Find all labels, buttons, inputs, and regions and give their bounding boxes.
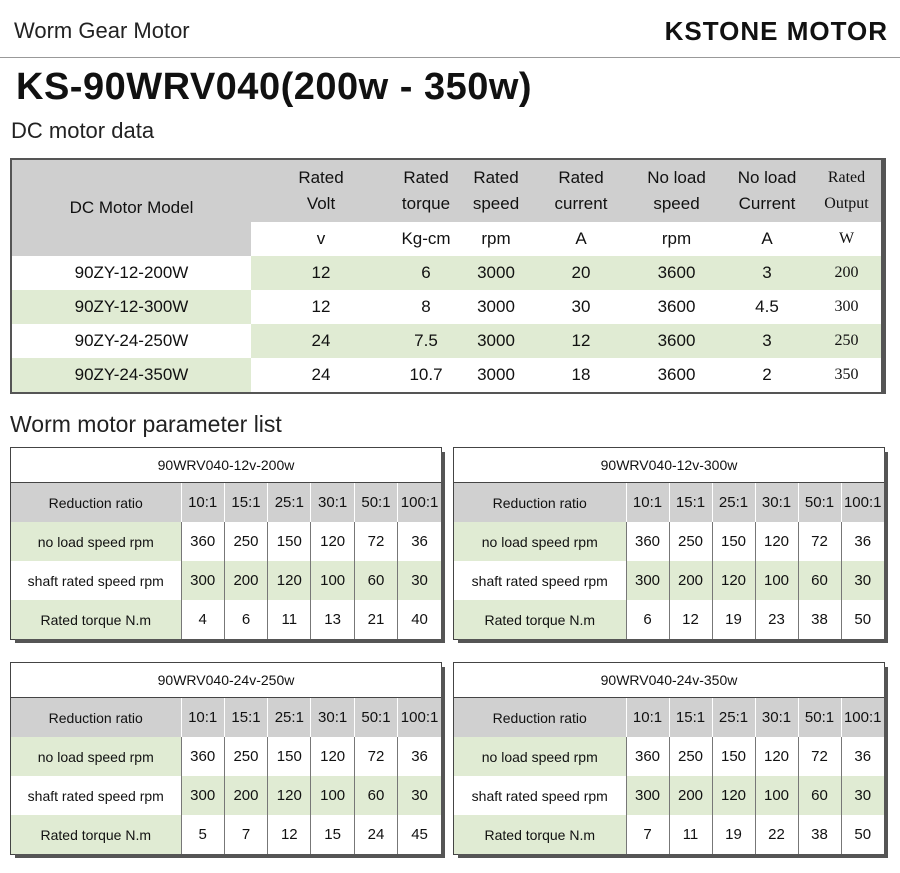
value-cell: 6 <box>224 600 267 639</box>
row-label: shaft rated speed rpm <box>11 776 181 815</box>
ratio-cell: 25:1 <box>268 698 311 737</box>
value-cell: 120 <box>311 737 354 776</box>
value-cell: 5 <box>181 815 224 854</box>
value-cell: 120 <box>311 522 354 561</box>
dc-row-model: 90ZY-24-250W <box>12 324 251 358</box>
value-cell: 250 <box>669 522 712 561</box>
value-cell: 300 <box>181 776 224 815</box>
dc-unit: rpm <box>461 222 531 256</box>
ratio-cell: 25:1 <box>712 483 755 522</box>
value-cell: 72 <box>354 737 397 776</box>
value-cell: 21 <box>354 600 397 639</box>
dc-cell: 250 <box>812 324 881 358</box>
value-cell: 13 <box>311 600 354 639</box>
ratio-cell: 50:1 <box>354 483 397 522</box>
ratio-cell: 15:1 <box>669 483 712 522</box>
value-cell: 200 <box>224 776 267 815</box>
value-cell: 200 <box>224 561 267 600</box>
dc-cell: 3 <box>722 324 812 358</box>
table-row <box>12 290 881 324</box>
dc-unit: A <box>531 222 631 256</box>
value-cell: 250 <box>224 737 267 776</box>
value-cell: 200 <box>669 561 712 600</box>
value-cell: 100 <box>311 561 354 600</box>
dc-cell: 3600 <box>631 324 722 358</box>
ratio-cell: 100:1 <box>841 698 884 737</box>
value-cell: 250 <box>224 522 267 561</box>
dc-cell: 3600 <box>631 256 722 290</box>
dc-motor-table <box>10 158 886 394</box>
value-cell: 100 <box>755 776 798 815</box>
row-label: no load speed rpm <box>11 737 181 776</box>
value-cell: 11 <box>268 600 311 639</box>
dc-cell: 3600 <box>631 290 722 324</box>
dc-cell: 24 <box>251 358 391 392</box>
dc-cell: 10.7 <box>391 358 461 392</box>
table-row <box>11 561 441 600</box>
value-cell: 120 <box>712 776 755 815</box>
dc-col-header: Rated speed <box>461 160 531 222</box>
value-cell: 30 <box>398 776 441 815</box>
dc-unit: rpm <box>631 222 722 256</box>
table-row <box>454 600 884 639</box>
value-cell: 36 <box>398 522 441 561</box>
ratio-cell: 10:1 <box>626 698 669 737</box>
dc-col-header: No load speed <box>631 160 722 222</box>
value-cell: 200 <box>669 776 712 815</box>
value-cell: 60 <box>354 561 397 600</box>
dc-col-header: Rated Output <box>812 160 881 222</box>
row-label: Rated torque N.m <box>11 815 181 854</box>
value-cell: 38 <box>798 600 841 639</box>
dc-unit: W <box>812 222 881 256</box>
dc-cell: 8 <box>391 290 461 324</box>
value-cell: 150 <box>268 737 311 776</box>
value-cell: 7 <box>626 815 669 854</box>
value-cell: 4 <box>181 600 224 639</box>
category-label: Worm Gear Motor <box>14 18 190 43</box>
value-cell: 360 <box>626 737 669 776</box>
value-cell: 12 <box>268 815 311 854</box>
value-cell: 72 <box>354 522 397 561</box>
dc-row-model: 90ZY-24-350W <box>12 358 251 392</box>
ratio-cell: 15:1 <box>669 698 712 737</box>
dc-cell: 30 <box>531 290 631 324</box>
ratio-cell: 50:1 <box>798 483 841 522</box>
value-cell: 40 <box>398 600 441 639</box>
value-cell: 300 <box>181 561 224 600</box>
value-cell: 120 <box>712 561 755 600</box>
ratio-cell: 15:1 <box>224 483 267 522</box>
value-cell: 150 <box>268 522 311 561</box>
ratio-cell: 100:1 <box>398 698 441 737</box>
dc-cell: 3000 <box>461 290 531 324</box>
value-cell: 50 <box>841 815 884 854</box>
dc-cell: 300 <box>812 290 881 324</box>
dc-unit: A <box>722 222 812 256</box>
table-row <box>11 522 441 561</box>
ratio-label: Reduction ratio <box>454 698 626 737</box>
dc-cell: 7.5 <box>391 324 461 358</box>
value-cell: 360 <box>181 737 224 776</box>
value-cell: 30 <box>841 561 884 600</box>
dc-cell: 18 <box>531 358 631 392</box>
ratio-cell: 30:1 <box>755 698 798 737</box>
dc-unit: Kg-cm <box>391 222 461 256</box>
value-cell: 22 <box>755 815 798 854</box>
dc-col-header: Rated current <box>531 160 631 222</box>
table-row <box>11 815 441 854</box>
value-cell: 300 <box>626 561 669 600</box>
dc-cell: 3600 <box>631 358 722 392</box>
row-label: no load speed rpm <box>454 737 626 776</box>
value-cell: 24 <box>354 815 397 854</box>
dc-cell: 6 <box>391 256 461 290</box>
ratio-label: Reduction ratio <box>11 483 181 522</box>
table-row <box>12 324 881 358</box>
table-row <box>12 256 881 290</box>
value-cell: 60 <box>354 776 397 815</box>
value-cell: 60 <box>798 776 841 815</box>
row-label: shaft rated speed rpm <box>454 776 626 815</box>
worm-section-title: Worm motor parameter list <box>10 411 282 437</box>
row-label: no load speed rpm <box>11 522 181 561</box>
value-cell: 360 <box>181 522 224 561</box>
row-label: Rated torque N.m <box>454 815 626 854</box>
dc-cell: 20 <box>531 256 631 290</box>
dc-cell: 3 <box>722 256 812 290</box>
value-cell: 72 <box>798 522 841 561</box>
ratio-cell: 100:1 <box>398 483 441 522</box>
value-cell: 300 <box>626 776 669 815</box>
dc-cell: 4.5 <box>722 290 812 324</box>
ratio-cell: 15:1 <box>224 698 267 737</box>
ratio-cell: 25:1 <box>712 698 755 737</box>
ratio-cell: 10:1 <box>181 698 224 737</box>
table-row <box>12 358 881 392</box>
value-cell: 120 <box>268 561 311 600</box>
value-cell: 150 <box>712 522 755 561</box>
ratio-cell: 30:1 <box>311 698 354 737</box>
dc-cell: 12 <box>251 256 391 290</box>
table-row <box>454 522 884 561</box>
value-cell: 120 <box>755 737 798 776</box>
dc-row-model: 90ZY-12-300W <box>12 290 251 324</box>
worm-table-24v-350w <box>453 662 885 855</box>
value-cell: 36 <box>841 522 884 561</box>
ratio-cell: 10:1 <box>181 483 224 522</box>
ratio-cell: 100:1 <box>841 483 884 522</box>
value-cell: 15 <box>311 815 354 854</box>
value-cell: 120 <box>268 776 311 815</box>
row-label: Rated torque N.m <box>454 600 626 639</box>
dc-cell: 3000 <box>461 256 531 290</box>
row-label: Rated torque N.m <box>11 600 181 639</box>
value-cell: 60 <box>798 561 841 600</box>
worm-table-title: 90WRV040-12v-200w <box>11 448 441 483</box>
ratio-cell: 50:1 <box>798 698 841 737</box>
worm-table-24v-250w <box>10 662 442 855</box>
row-label: shaft rated speed rpm <box>454 561 626 600</box>
dc-unit: v <box>251 222 391 256</box>
value-cell: 11 <box>669 815 712 854</box>
value-cell: 50 <box>841 600 884 639</box>
table-row <box>11 600 441 639</box>
table-row <box>454 737 884 776</box>
value-cell: 45 <box>398 815 441 854</box>
value-cell: 100 <box>755 561 798 600</box>
worm-table-12v-300w <box>453 447 885 640</box>
value-cell: 120 <box>755 522 798 561</box>
value-cell: 36 <box>398 737 441 776</box>
ratio-label: Reduction ratio <box>11 698 181 737</box>
value-cell: 23 <box>755 600 798 639</box>
dc-col-header: No load Current <box>722 160 812 222</box>
table-row <box>11 737 441 776</box>
dc-cell: 24 <box>251 324 391 358</box>
dc-cell: 3000 <box>461 358 531 392</box>
dc-cell: 350 <box>812 358 881 392</box>
ratio-cell: 50:1 <box>354 698 397 737</box>
value-cell: 38 <box>798 815 841 854</box>
table-row <box>11 776 441 815</box>
ratio-cell: 10:1 <box>626 483 669 522</box>
value-cell: 30 <box>841 776 884 815</box>
row-label: shaft rated speed rpm <box>11 561 181 600</box>
value-cell: 360 <box>626 522 669 561</box>
value-cell: 7 <box>224 815 267 854</box>
ratio-cell: 25:1 <box>268 483 311 522</box>
value-cell: 100 <box>311 776 354 815</box>
value-cell: 150 <box>712 737 755 776</box>
dc-section-title: DC motor data <box>11 118 155 143</box>
value-cell: 30 <box>398 561 441 600</box>
value-cell: 36 <box>841 737 884 776</box>
value-cell: 12 <box>669 600 712 639</box>
dc-cell: 2 <box>722 358 812 392</box>
worm-table-12v-200w <box>10 447 442 640</box>
value-cell: 72 <box>798 737 841 776</box>
model-title: KS-90WRV040(200w - 350w) <box>16 66 533 108</box>
ratio-label: Reduction ratio <box>454 483 626 522</box>
header-divider <box>0 57 900 58</box>
ratio-cell: 30:1 <box>311 483 354 522</box>
worm-table-title: 90WRV040-12v-300w <box>454 448 884 483</box>
ratio-cell: 30:1 <box>755 483 798 522</box>
worm-table-title: 90WRV040-24v-250w <box>11 663 441 698</box>
value-cell: 6 <box>626 600 669 639</box>
value-cell: 19 <box>712 600 755 639</box>
table-row <box>454 561 884 600</box>
dc-cell: 12 <box>251 290 391 324</box>
dc-cell: 12 <box>531 324 631 358</box>
dc-model-header: DC Motor Model <box>12 160 251 256</box>
dc-cell: 200 <box>812 256 881 290</box>
dc-col-header: Rated Volt <box>251 160 391 222</box>
row-label: no load speed rpm <box>454 522 626 561</box>
dc-col-header: Rated torque <box>391 160 461 222</box>
brand-name: KSTONE MOTOR <box>664 16 888 46</box>
table-row <box>454 815 884 854</box>
table-row <box>454 776 884 815</box>
dc-cell: 3000 <box>461 324 531 358</box>
worm-table-title: 90WRV040-24v-350w <box>454 663 884 698</box>
value-cell: 19 <box>712 815 755 854</box>
dc-row-model: 90ZY-12-200W <box>12 256 251 290</box>
value-cell: 250 <box>669 737 712 776</box>
